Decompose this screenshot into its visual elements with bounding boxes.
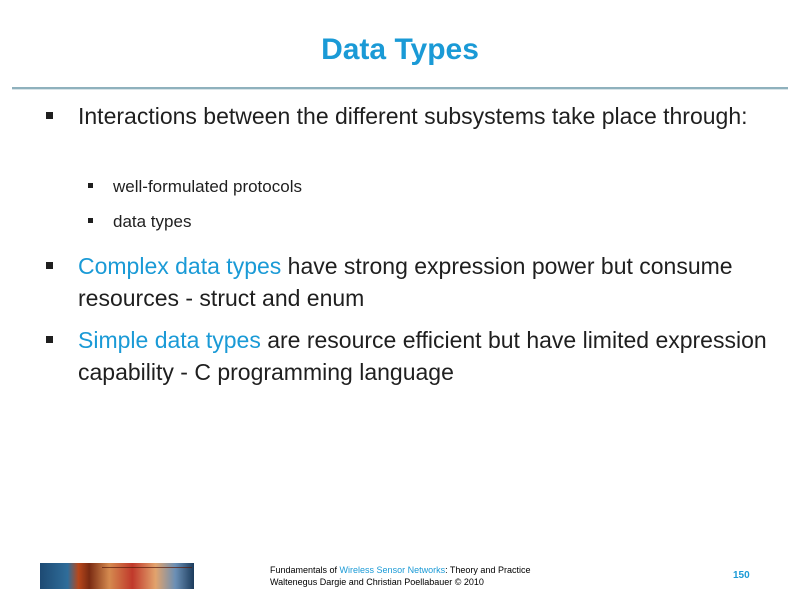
bullet-rest-text: are resource efficient but have limited expression capability - C programming language [78, 327, 767, 385]
bullet-text [78, 250, 768, 314]
title-divider [12, 87, 788, 90]
footer-prefix: Fundamentals of [270, 565, 340, 575]
bullet-text [78, 324, 768, 388]
bullet-text: Interactions between the different subsystems take place through: [78, 103, 748, 129]
highlight-term: Complex data types [78, 253, 282, 279]
footer-citation [270, 564, 530, 588]
bullet-square-icon [46, 112, 53, 119]
bullet-square-icon [46, 262, 53, 269]
bullet-square-icon [46, 336, 53, 343]
footer-suffix: : Theory and Practice [445, 565, 531, 575]
sub-bullet-square-icon [88, 183, 93, 188]
footer-line-1 [270, 564, 530, 576]
sub-bullet-square-icon [88, 218, 93, 223]
sub-bullet-text: well-formulated protocols [113, 177, 302, 196]
footer-book-title: Wireless Sensor Networks [339, 565, 446, 575]
footer-line-2: Waltenegus Dargie and Christian Poellabauer © 2010 [270, 577, 484, 587]
sub-bullet-text: data types [113, 212, 192, 231]
bullet-rest-text: have strong expression power but consume resources - struct and enum [78, 253, 733, 311]
slide-title: Data Types [321, 33, 479, 66]
footer-banner-image [40, 563, 194, 589]
page-number: 150 [733, 570, 750, 581]
highlight-term: Simple data types [78, 327, 261, 353]
bridge-icon [102, 567, 192, 568]
